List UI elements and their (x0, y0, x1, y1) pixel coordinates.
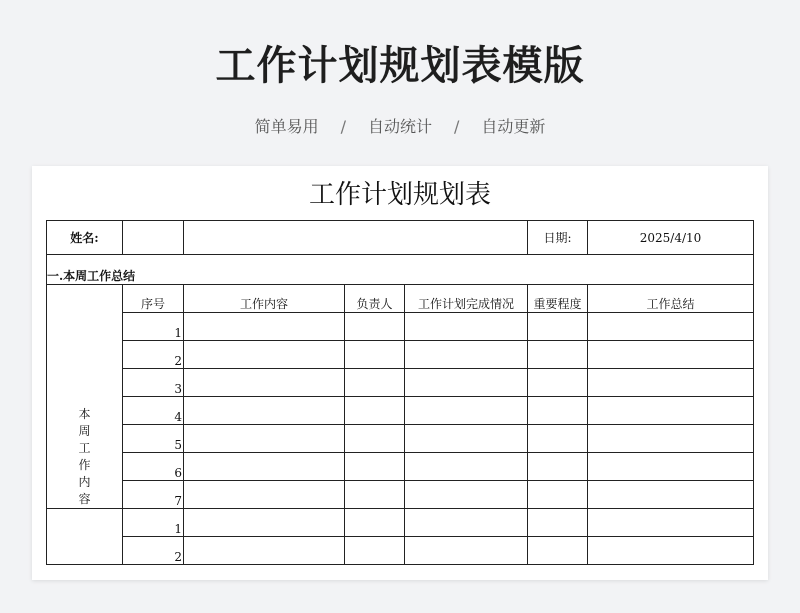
spreadsheet-preview (32, 166, 768, 580)
group-label-this-week: 本 周 工 作 内 容 (47, 285, 123, 509)
table-row (47, 425, 754, 453)
table-cell[interactable] (345, 537, 405, 565)
col-header-summary: 工作总结 (588, 285, 754, 313)
sheet-title: 工作计划规划表 (308, 180, 491, 210)
table-cell[interactable] (345, 425, 405, 453)
tag-auto-stats: 自动统计 (367, 117, 432, 136)
table-cell[interactable] (345, 369, 405, 397)
table-cell[interactable] (405, 313, 528, 341)
table-cell[interactable] (184, 481, 345, 509)
table-cell[interactable] (588, 341, 754, 369)
table-cell[interactable] (345, 481, 405, 509)
row-index: 4 (123, 397, 184, 425)
table-cell[interactable] (184, 369, 345, 397)
table-cell[interactable] (405, 369, 528, 397)
table-row (47, 397, 754, 425)
name-extra-cell[interactable] (184, 221, 528, 255)
table-cell[interactable] (184, 537, 345, 565)
table-row (47, 537, 754, 565)
table-cell[interactable] (405, 481, 528, 509)
page-title: 工作计划规划表模版 (215, 43, 585, 89)
table-cell[interactable] (588, 397, 754, 425)
table-cell[interactable] (405, 509, 528, 537)
name-value-cell[interactable] (123, 221, 184, 255)
table-cell[interactable] (345, 341, 405, 369)
tag-separator: / (454, 117, 460, 136)
name-label: 姓名: (47, 221, 123, 255)
table-row (47, 341, 754, 369)
row-index: 6 (123, 453, 184, 481)
table-cell[interactable] (588, 509, 754, 537)
row-index: 7 (123, 481, 184, 509)
table-cell[interactable] (184, 509, 345, 537)
col-header-index: 序号 (123, 285, 184, 313)
table-cell[interactable] (405, 537, 528, 565)
plan-table (46, 220, 754, 565)
row-index: 2 (123, 537, 184, 565)
table-cell[interactable] (588, 481, 754, 509)
table-cell[interactable] (184, 341, 345, 369)
table-cell[interactable] (528, 313, 588, 341)
col-header-owner: 负责人 (345, 285, 405, 313)
table-cell[interactable] (405, 453, 528, 481)
section-weekly-summary: 一.本周工作总结 (47, 255, 754, 285)
date-label: 日期: (528, 221, 588, 255)
table-cell[interactable] (588, 453, 754, 481)
table-cell[interactable] (588, 313, 754, 341)
col-header-content: 工作内容 (184, 285, 345, 313)
table-cell[interactable] (588, 537, 754, 565)
col-header-priority: 重要程度 (528, 285, 588, 313)
table-cell[interactable] (405, 341, 528, 369)
table-cell[interactable] (528, 481, 588, 509)
table-row (47, 509, 754, 537)
table-cell[interactable] (345, 453, 405, 481)
table-cell[interactable] (528, 397, 588, 425)
tagline (0, 114, 800, 137)
table-cell[interactable] (184, 425, 345, 453)
table-cell[interactable] (345, 509, 405, 537)
table-cell[interactable] (184, 397, 345, 425)
tag-auto-update: 自动更新 (481, 117, 546, 136)
table-row (47, 313, 754, 341)
table-cell[interactable] (345, 313, 405, 341)
table-cell[interactable] (528, 425, 588, 453)
row-index: 1 (123, 313, 184, 341)
table-cell[interactable] (405, 397, 528, 425)
tag-separator: / (340, 117, 346, 136)
tag-easy: 简单易用 (254, 117, 319, 136)
table-cell[interactable] (345, 397, 405, 425)
table-row (47, 481, 754, 509)
group-label-next (47, 509, 123, 565)
table-cell[interactable] (588, 369, 754, 397)
table-row (47, 453, 754, 481)
table-cell[interactable] (184, 453, 345, 481)
table-cell[interactable] (588, 425, 754, 453)
row-index: 2 (123, 341, 184, 369)
table-cell[interactable] (528, 453, 588, 481)
col-header-completion: 工作计划完成情况 (405, 285, 528, 313)
row-index: 5 (123, 425, 184, 453)
table-row (47, 369, 754, 397)
date-value-cell[interactable]: 2025/4/10 (588, 221, 754, 255)
table-cell[interactable] (405, 425, 528, 453)
table-cell[interactable] (528, 369, 588, 397)
row-index: 1 (123, 509, 184, 537)
table-cell[interactable] (184, 313, 345, 341)
table-cell[interactable] (528, 537, 588, 565)
table-cell[interactable] (528, 341, 588, 369)
table-cell[interactable] (528, 509, 588, 537)
row-index: 3 (123, 369, 184, 397)
